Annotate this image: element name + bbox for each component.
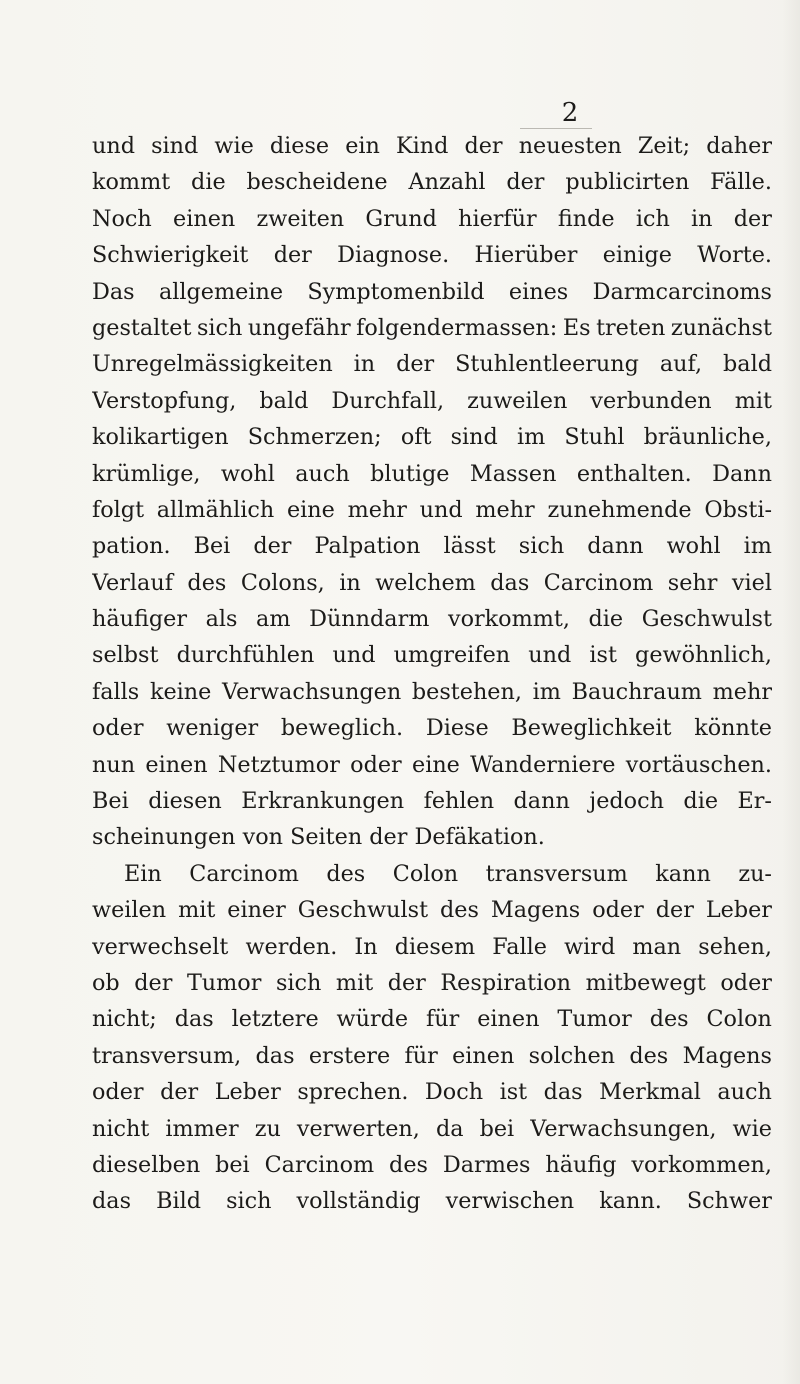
word: ein (345, 133, 380, 159)
word: dieselben (92, 1151, 201, 1178)
word: Es (562, 314, 591, 341)
word: nicht; (92, 1006, 157, 1033)
word: das (255, 1042, 295, 1069)
text-line (92, 747, 772, 783)
word: der (506, 169, 545, 196)
paragraph-end-line: scheinungen von Seiten der Defäkation. (92, 824, 545, 851)
page-number: 2 (561, 98, 579, 128)
word: mehr (712, 678, 772, 705)
word: treten (596, 314, 666, 341)
word: publicirten (565, 169, 690, 196)
word: Diese (425, 715, 489, 742)
word: der (160, 1079, 199, 1106)
word: Netztumor (217, 751, 340, 778)
word: bald (723, 351, 772, 378)
word: bei (215, 1151, 250, 1178)
word: Kind (395, 133, 449, 159)
word: zunächst (670, 314, 772, 341)
word: Erkrankungen (241, 788, 405, 815)
word: Grund (365, 205, 437, 232)
text-line (92, 783, 772, 819)
word: des (326, 860, 366, 887)
word: im (532, 678, 561, 705)
word: Symptomenbild (307, 278, 485, 305)
word: und (528, 642, 572, 669)
word: der (253, 533, 292, 560)
word: Schwer (686, 1188, 772, 1215)
word: Dünndarm (309, 606, 430, 633)
word: Tumor (557, 1006, 632, 1033)
word: krümlige, (92, 460, 201, 487)
text-line (92, 346, 772, 382)
word: wie (214, 133, 254, 159)
word: sich (275, 969, 322, 996)
word: Verlauf (92, 569, 173, 596)
word: zweiten (256, 205, 345, 232)
text-line (92, 601, 772, 637)
word: häufiger (92, 606, 188, 633)
word: Diagnose. (337, 242, 450, 269)
word: Dann (712, 460, 772, 487)
text-line (92, 201, 772, 237)
word: in (339, 569, 361, 596)
word: ist (589, 642, 617, 669)
word: Durchfall, (331, 387, 445, 414)
word: zunehmende (547, 496, 692, 523)
word: in (353, 351, 376, 378)
word: der (387, 969, 426, 996)
word: vollständig (296, 1188, 421, 1215)
word: Noch (92, 205, 152, 232)
word: einige (602, 242, 672, 269)
text-line (92, 710, 772, 746)
text-line (92, 128, 772, 164)
word: kann. (599, 1188, 662, 1215)
text-line (92, 492, 772, 528)
word: mit (335, 969, 374, 996)
text-line (92, 637, 772, 673)
word: kolikartigen (92, 424, 229, 451)
word: durchfühlen (176, 642, 315, 669)
word: bestehen, (411, 678, 522, 705)
word: letztere (231, 1006, 319, 1033)
word: umgreifen (393, 642, 511, 669)
word: und (332, 642, 376, 669)
text-line (92, 164, 772, 200)
word: Massen (469, 460, 557, 487)
word: allmählich (156, 496, 275, 523)
word: Tumor (186, 969, 262, 996)
word: auch (717, 1079, 772, 1106)
word: daher (706, 133, 772, 159)
word: im (516, 424, 546, 451)
word: mitbewegt (585, 969, 706, 996)
word: des (649, 1006, 689, 1033)
word: der (733, 205, 772, 232)
word: verwerten, (296, 1115, 420, 1142)
word: ich (635, 205, 670, 232)
word: eines (508, 278, 569, 305)
word: mehr (475, 496, 535, 523)
word: des (439, 897, 479, 924)
word: Falle (492, 933, 547, 960)
word: sind (151, 133, 199, 159)
text-line (92, 1147, 772, 1183)
word: weilen (92, 897, 167, 924)
word: zu- (738, 860, 772, 887)
word: verwischen (445, 1188, 575, 1215)
word: Hierüber (474, 242, 578, 269)
word: Anzahl (408, 169, 486, 196)
word: Geschwulst (297, 897, 429, 924)
word: Bei (92, 788, 129, 815)
text-line (92, 528, 772, 564)
text-line (92, 1038, 772, 1074)
word: enthalten. (576, 460, 692, 487)
word: vorkommen, (631, 1151, 772, 1178)
word: oder (350, 751, 402, 778)
word: Carcinom (264, 1151, 375, 1178)
word: oder (92, 1079, 144, 1106)
word: verbunden (590, 387, 712, 414)
word: Das (92, 278, 135, 305)
word: Schwierigkeit (92, 242, 249, 269)
word: der (134, 969, 173, 996)
word: beweglich. (280, 715, 404, 742)
word: Magens (682, 1042, 772, 1069)
word: einer (227, 897, 286, 924)
word: nun (92, 751, 136, 778)
word: gestaltet (92, 314, 192, 341)
word: der (464, 133, 503, 159)
word: die (191, 169, 226, 196)
word: am (256, 606, 291, 633)
word: Leber (214, 1079, 281, 1106)
word: Darmcarcinoms (592, 278, 772, 305)
word: sich (196, 314, 243, 341)
text-line (92, 310, 772, 346)
word: wird (564, 933, 616, 960)
word: zuweilen (467, 387, 568, 414)
word: als (205, 606, 238, 633)
word: ungefähr (247, 314, 351, 341)
word: könnte (694, 715, 772, 742)
word: eine (286, 496, 335, 523)
word: eine (412, 751, 460, 778)
word: Doch (424, 1079, 484, 1106)
word: dann (587, 533, 644, 560)
word: finde (557, 205, 615, 232)
word: Darmes (442, 1151, 531, 1178)
word: Obsti- (704, 496, 772, 523)
word: wie (732, 1115, 772, 1142)
text-line (92, 965, 772, 1001)
word: diesen (148, 788, 222, 815)
text-line (92, 456, 772, 492)
word: auf, (659, 351, 703, 378)
word: auch (295, 460, 350, 487)
text-line (92, 1183, 772, 1219)
word: Fälle. (710, 169, 772, 196)
word: immer (165, 1115, 239, 1142)
word: transversum (485, 860, 628, 887)
word: einen (477, 1006, 540, 1033)
word: keine (149, 678, 212, 705)
word: Leber (705, 897, 772, 924)
word: das (174, 1006, 214, 1033)
word: kommt (92, 169, 171, 196)
word: im (743, 533, 772, 560)
word: oder (720, 969, 772, 996)
text-line (92, 419, 772, 455)
word: vorkommt, (447, 606, 570, 633)
word: viel (731, 569, 772, 596)
word: Beweglichkeit (511, 715, 672, 742)
word: Bauchraum (571, 678, 702, 705)
word: Bild (156, 1188, 201, 1215)
word: würde (336, 1006, 409, 1033)
text-line (92, 1074, 772, 1110)
word: verwechselt (92, 933, 229, 960)
word: einen (452, 1042, 515, 1069)
word: der (273, 242, 312, 269)
word: oder (592, 897, 644, 924)
word: folgt (92, 496, 145, 523)
word: mit (178, 897, 216, 924)
word: neuesten (518, 133, 622, 159)
word: Bei (193, 533, 231, 560)
word: In (354, 933, 378, 960)
word: falls (92, 678, 140, 705)
word: Worte. (697, 242, 772, 269)
word: Respiration (440, 969, 572, 996)
word: des (629, 1042, 669, 1069)
word: Unregelmässigkeiten (92, 351, 333, 378)
word: Colons, (240, 569, 325, 596)
word: Carcinom (189, 860, 299, 887)
word: gewöhnlich, (635, 642, 772, 669)
word: Merkmal (599, 1079, 701, 1106)
word: sind (450, 424, 498, 451)
word: man (632, 933, 682, 960)
word: Ein (124, 860, 162, 887)
word: zu (254, 1115, 281, 1142)
text-line (92, 274, 772, 310)
word: häufig (545, 1151, 617, 1178)
page-edge-shadow (782, 0, 800, 1384)
word: des (389, 1151, 428, 1178)
word: werden. (245, 933, 338, 960)
word: und (419, 496, 463, 523)
word: weniger (166, 715, 259, 742)
word: bescheidene (246, 169, 388, 196)
text-line (92, 1001, 772, 1037)
word: Colon (706, 1006, 772, 1033)
word: des (187, 569, 227, 596)
word: Colon (392, 860, 459, 887)
word: welchem (375, 569, 476, 596)
word: Verstopfung, (92, 387, 237, 414)
word: Schmerzen; (247, 424, 382, 451)
word: der (655, 897, 694, 924)
word: Verwachsungen, (530, 1115, 717, 1142)
text-line (92, 1111, 772, 1147)
word: jedoch (589, 788, 664, 815)
word: Stuhlentleerung (455, 351, 639, 378)
word: erstere (308, 1042, 391, 1069)
word: Magens (490, 897, 581, 924)
word: blutige (370, 460, 450, 487)
word: das (92, 1188, 132, 1215)
word: nicht (92, 1115, 150, 1142)
word: sehen, (698, 933, 772, 960)
word: sprechen. (297, 1079, 409, 1106)
word: und (92, 133, 135, 159)
word: transversum, (92, 1042, 242, 1069)
word: Geschwulst (641, 606, 772, 633)
word: mit (734, 387, 772, 414)
word: diese (269, 133, 330, 159)
word: Carcinom (543, 569, 654, 596)
word: das (543, 1079, 583, 1106)
word: da (435, 1115, 464, 1142)
word: ob (92, 969, 120, 996)
word: für (404, 1042, 438, 1069)
word: pation. (92, 533, 171, 560)
word: fehlen (423, 788, 495, 815)
word: oder (92, 715, 144, 742)
word: dann (513, 788, 570, 815)
word: bräunliche, (643, 424, 772, 451)
word: sich (518, 533, 565, 560)
word: folgendermassen: (356, 314, 558, 341)
word: die (683, 788, 719, 815)
word: Stuhl (564, 424, 625, 451)
word: Verwachsungen (222, 678, 402, 705)
word: der (396, 351, 435, 378)
text-line (92, 892, 772, 928)
text-line (92, 565, 772, 601)
word: kann (655, 860, 711, 887)
word: Palpation (314, 533, 421, 560)
word: oft (400, 424, 432, 451)
word: sehr (667, 569, 718, 596)
word: solchen (528, 1042, 616, 1069)
word: einen (145, 751, 208, 778)
word: ist (499, 1079, 528, 1106)
word: vortäuschen. (625, 751, 772, 778)
word: wohl (220, 460, 275, 487)
word: Er- (737, 788, 772, 815)
word: selbst (92, 642, 159, 669)
word: das (490, 569, 530, 596)
paragraph-start-line (92, 856, 772, 892)
word: lässt (443, 533, 496, 560)
word: einen (173, 205, 236, 232)
word: diesem (394, 933, 476, 960)
word: bald (259, 387, 309, 414)
word: für (426, 1006, 460, 1033)
text-line (92, 383, 772, 419)
word: die (588, 606, 624, 633)
word: mehr (347, 496, 407, 523)
text-line (92, 237, 772, 273)
body-text (92, 128, 772, 1220)
text-line (92, 929, 772, 965)
word: wohl (666, 533, 721, 560)
word: hierfür (458, 205, 537, 232)
word: bei (479, 1115, 515, 1142)
word: allgemeine (158, 278, 284, 305)
word: in (691, 205, 713, 232)
word: Wanderniere (470, 751, 616, 778)
word: sich (226, 1188, 272, 1215)
word: Zeit; (637, 133, 691, 159)
text-line (92, 674, 772, 710)
